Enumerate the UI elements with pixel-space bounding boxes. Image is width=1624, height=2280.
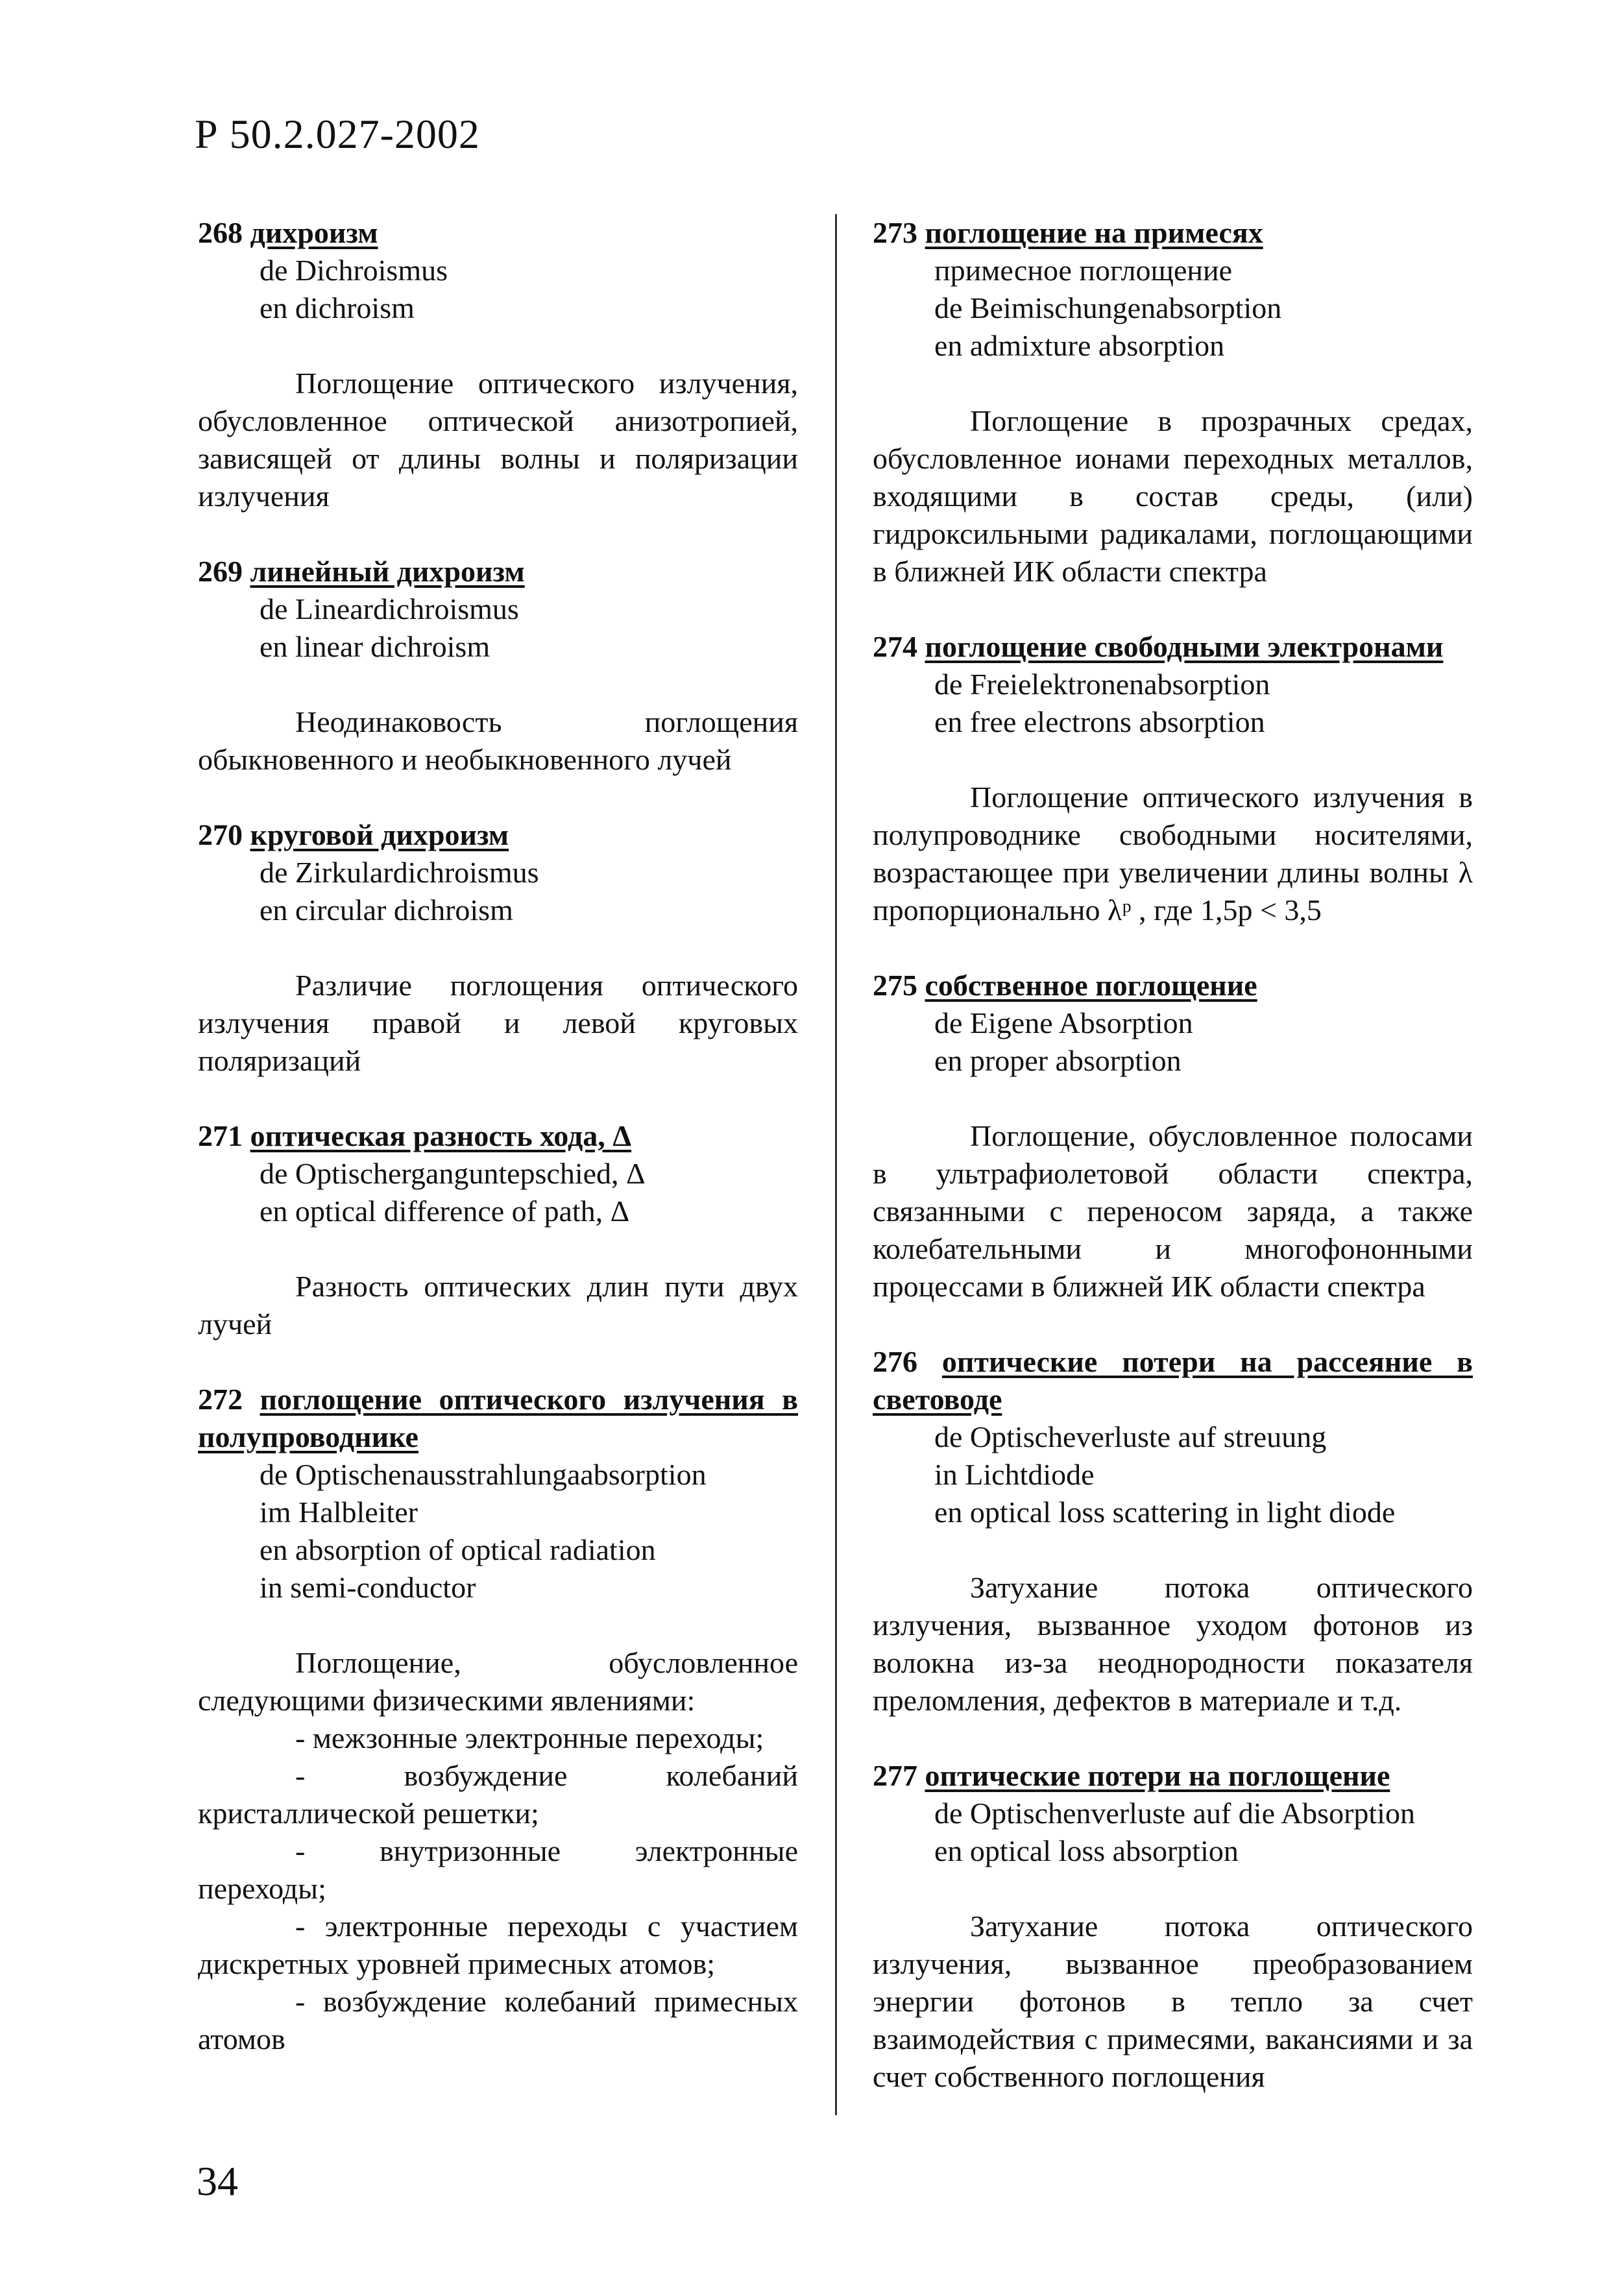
definition-bullet: - возбуждение колебаний кристаллической решетки; (198, 1759, 798, 1830)
term-number: 270 (198, 818, 243, 851)
term-translation: in semi-conductor (260, 1571, 476, 1604)
term-number: 272 (198, 1383, 243, 1416)
left-column (198, 214, 798, 2058)
glossary-entry (198, 553, 798, 779)
term-translation: im Halbleiter (260, 1496, 418, 1529)
term-translation: de Optischenausstrahlungaabsorption (260, 1458, 707, 1491)
term-heading (873, 1757, 1473, 1795)
term-translation: en free electrons absorption (934, 705, 1265, 738)
term-name: поглощение на примесях (925, 216, 1263, 249)
term-number: 275 (873, 969, 917, 1002)
term-definition: Разность оптических длин пути двух лучей (198, 1270, 798, 1340)
term-name: круговой дихроизм (250, 818, 509, 851)
term-definition: Поглощение в прозрачных средах, обусловленное ионами переходных металлов, входящими в состав среды, (или) гидроксильными радикалами, поглощающими в ближней ИК области спектра (873, 404, 1473, 588)
term-translation: en optical loss scattering in light diode (934, 1496, 1396, 1529)
glossary-entry (873, 628, 1473, 929)
term-number: 274 (873, 630, 917, 663)
term-heading (198, 553, 798, 590)
term-definition: Поглощение оптического излучения, обусловленное оптической анизотропией, зависящей от длины волны и поляризации излучения (198, 367, 798, 513)
term-translation: de Optischeverluste auf streuung (934, 1420, 1327, 1453)
glossary-entry (873, 1343, 1473, 1719)
term-translation: en optical difference of path, Δ (260, 1195, 630, 1228)
term-translation: en admixture absorption (934, 329, 1225, 362)
term-translation: de Eigene Absorption (934, 1006, 1193, 1039)
term-definition: Поглощение, обусловленное следующими физическими явлениями: (198, 1646, 798, 1717)
page-number: 34 (197, 2158, 238, 2204)
glossary-entry (198, 1381, 798, 2058)
term-translation: in Lichtdiode (934, 1458, 1095, 1491)
term-heading (198, 816, 798, 854)
definition-bullet: - внутризонные электронные переходы; (198, 1834, 798, 1905)
glossary-entry (198, 1117, 798, 1343)
term-number: 268 (198, 216, 243, 249)
term-translation: en optical loss absorption (934, 1834, 1239, 1867)
document-id: Р 50.2.027-2002 (195, 111, 480, 157)
term-translation: примесное поглощение (934, 254, 1233, 287)
term-definition: Поглощение, обусловленное полосами в ультрафиолетовой области спектра, связанными с переносом заряда, а также колебательными и многофононными процессами в ближней ИК области спектра (873, 1119, 1473, 1303)
definition-bullet: - возбуждение колебаний примесных атомов (198, 1985, 798, 2056)
term-definition: Поглощение оптического излучения в полупроводнике свободными носителями, возрастающее при увеличении длины волны λ пропорционально λᵖ , где 1,5p < 3,5 (873, 781, 1473, 927)
term-name: линейный дихроизм (250, 555, 525, 588)
term-heading (873, 214, 1473, 252)
term-translation: de Dichroismus (260, 254, 448, 287)
term-name: дихроизм (250, 216, 378, 249)
term-heading (198, 214, 798, 252)
term-translation: de Optischerganguntерschied, Δ (260, 1157, 646, 1190)
term-translation: en circular dichroism (260, 893, 513, 927)
term-definition: Различие поглощения оптического излучения правой и левой круговых поляризаций (198, 969, 798, 1077)
term-name: оптическая разность хода, Δ (250, 1119, 632, 1152)
term-name: оптические потери на рассеяние в световоде (873, 1345, 1473, 1416)
term-translation: de Lineardichroismus (260, 592, 519, 625)
glossary-entry (873, 967, 1473, 1305)
term-name: собственное поглощение (925, 969, 1257, 1002)
term-name: оптические потери на поглощение (925, 1759, 1390, 1792)
definition-bullet: - межзонные электронные переходы; (295, 1721, 764, 1754)
term-translation: de Optischenverluste auf die Absorption (934, 1797, 1415, 1830)
term-translation: de Zirkulardichroismus (260, 856, 539, 889)
term-heading (198, 1117, 798, 1155)
term-translation: de Freielektronenabsorption (934, 668, 1270, 701)
term-translation: en proper absorption (934, 1044, 1182, 1077)
term-number: 273 (873, 216, 917, 249)
glossary-entry (198, 816, 798, 1080)
glossary-entry (873, 214, 1473, 590)
term-number: 271 (198, 1119, 243, 1152)
term-heading (873, 1343, 1473, 1418)
term-heading (873, 967, 1473, 1004)
definition-bullet: - электронные переходы с участием дискретных уровней примесных атомов; (198, 1910, 798, 1980)
term-translation: en dichroism (260, 291, 415, 324)
term-definition: Затухание потока оптического излучения, вызванное уходом фотонов из волокна из-за неоднородности показателя преломления, дефектов в материале и т.д. (873, 1571, 1473, 1717)
term-heading (198, 1381, 798, 1456)
term-number: 269 (198, 555, 243, 588)
term-number: 276 (873, 1345, 917, 1378)
column-divider (835, 214, 837, 2115)
right-column (873, 214, 1473, 2096)
term-definition: Затухание потока оптического излучения, вызванное преобразованием энергии фотонов в тепло за счет взаимодействия с примесями, вакансиями и за счет собственного поглощения (873, 1910, 1473, 2093)
term-number: 277 (873, 1759, 917, 1792)
term-translation: en linear dichroism (260, 630, 491, 663)
glossary-entry (873, 1757, 1473, 2096)
term-name: поглощение свободными электронами (925, 630, 1444, 663)
term-name: поглощение оптического излучения в полупроводнике (198, 1383, 799, 1453)
term-translation: en absorption of optical radiation (260, 1533, 656, 1566)
term-definition: Неодинаковость поглощения обыкновенного и необыкновенного лучей (198, 705, 798, 776)
term-heading (873, 628, 1473, 666)
glossary-entry (198, 214, 798, 515)
term-translation: de Beimischungenabsorption (934, 291, 1282, 324)
